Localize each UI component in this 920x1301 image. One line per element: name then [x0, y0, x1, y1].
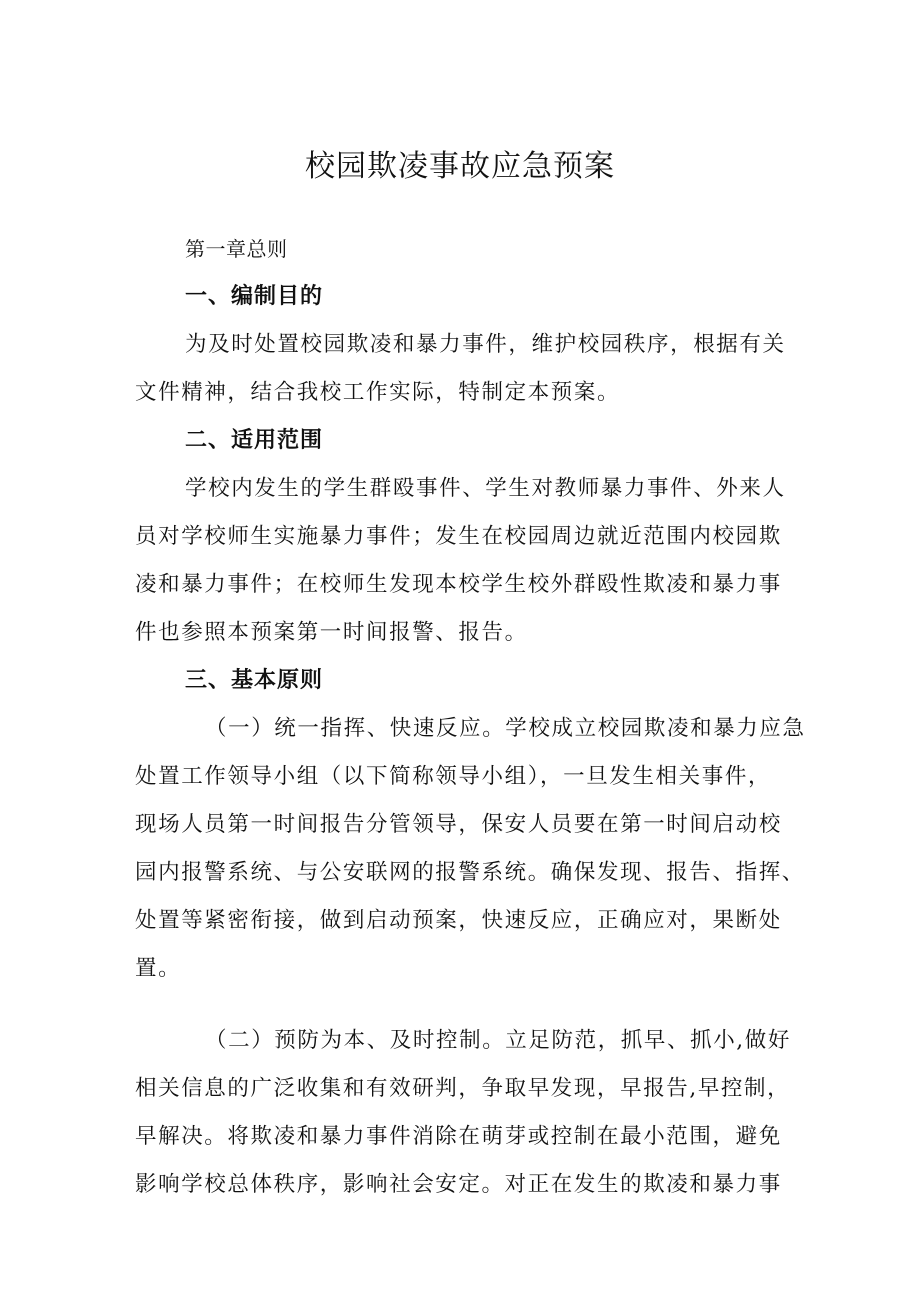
- paragraph-line: 文件精神，结合我校工作实际，特制定本预案。: [135, 380, 621, 405]
- document-body: [135, 225, 806, 1209]
- section-heading-scope: 二、适用范围: [185, 428, 324, 453]
- paragraph-line: 处置工作领导小组（以下简称领导小组），一旦发生相关事件，: [135, 764, 772, 789]
- section-heading-principles: 三、基本原则: [185, 668, 324, 693]
- section-heading-purpose: 一、编制目的: [185, 284, 324, 309]
- paragraph-line: 影响学校总体秩序，影响社会安定。对正在发生的欺凌和暴力事: [135, 1172, 782, 1197]
- paragraph-purpose: [135, 321, 795, 417]
- paragraph-line: 为及时处置校园欺凌和暴力事件，维护校园秩序，根据有关: [185, 332, 786, 357]
- chapter-heading: 第一章总则: [185, 237, 288, 261]
- paragraph-principle-2: [135, 1017, 795, 1209]
- paragraph-line: 园内报警系统、与公安联网的报警系统。确保发现、报告、指挥、: [135, 860, 805, 885]
- paragraph-line: 凌和暴力事件；在校师生发现本校学生校外群殴性欺凌和暴力事: [135, 572, 782, 597]
- paragraph-line: 员对学校师生实施暴力事件；发生在校园周边就近范围内校园欺: [135, 524, 782, 549]
- paragraph-line: 处置等紧密衔接，做到启动预案，快速反应，正确应对，果断处: [135, 908, 782, 933]
- paragraph-line: 现场人员第一时间报告分管领导，保安人员要在第一时间启动校: [135, 812, 782, 837]
- paragraph-line: 件也参照本预案第一时间报警、报告。: [135, 620, 528, 645]
- paragraph-line: （一）统一指挥、快速反应。学校成立校园欺凌和暴力应急: [205, 716, 806, 741]
- paragraph-spacer: [135, 993, 795, 1017]
- paragraph-principle-1: [135, 705, 806, 993]
- paragraph-line: （二）预防为本、及时控制。立足防范，抓早、抓小,做好: [205, 1028, 791, 1053]
- paragraph-line: 置。: [135, 956, 182, 981]
- paragraph-line: 早解决。将欺凌和暴力事件消除在萌芽或控制在最小范围，避免: [135, 1124, 782, 1149]
- document-title: 校园欺凌事故应急预案: [305, 149, 615, 184]
- paragraph-scope: [135, 465, 795, 657]
- paragraph-line: 相关信息的广泛收集和有效研判，争取早发现，早报告,早控制，: [135, 1076, 791, 1101]
- paragraph-line: 学校内发生的学生群殴事件、学生对教师暴力事件、外来人: [185, 476, 786, 501]
